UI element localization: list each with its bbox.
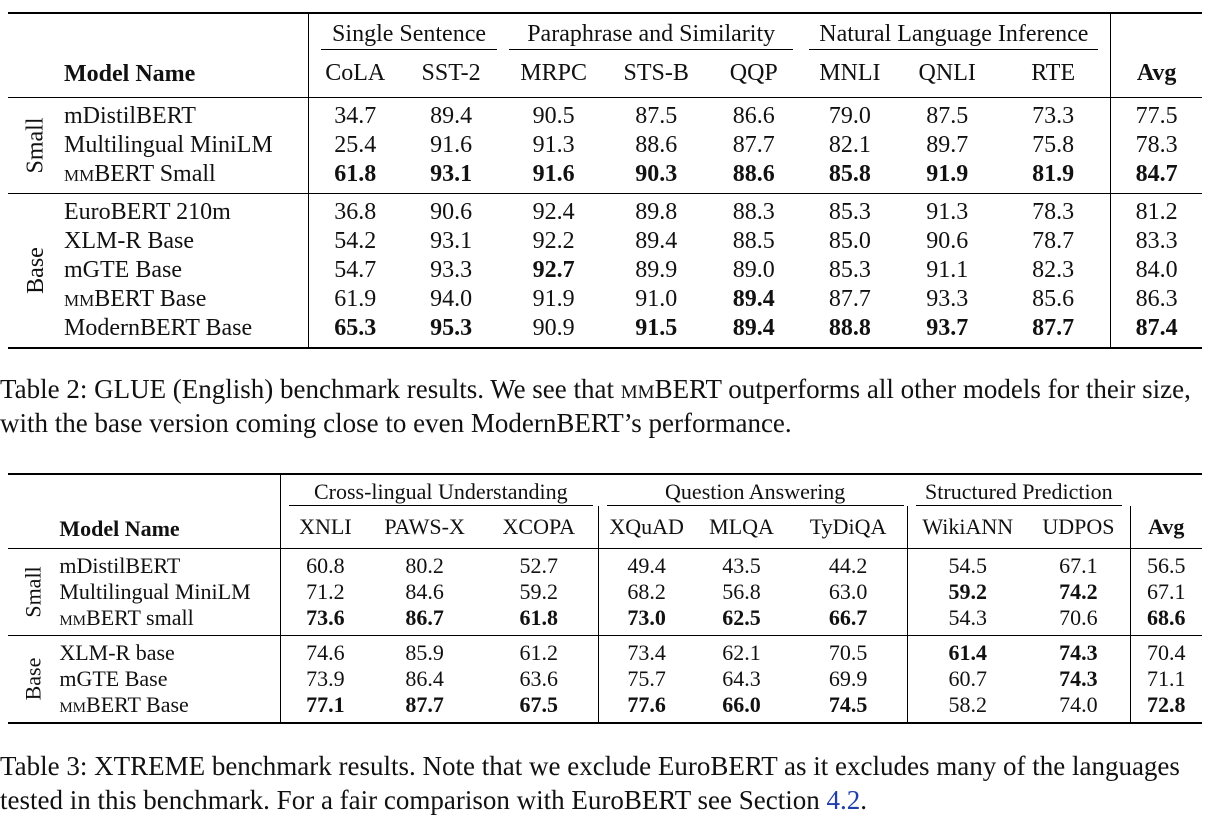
table-cell: 87.7: [732, 132, 775, 158]
model-name: [59, 692, 280, 723]
table3-caption: [0, 749, 1214, 817]
table-row: [8, 227, 1202, 256]
table-cell: 61.4: [908, 636, 1028, 667]
table-row: [8, 160, 1202, 194]
table-cell: 84.6: [405, 579, 444, 604]
table-cell: 65.3: [309, 314, 402, 348]
table-cell: 93.3: [430, 257, 473, 283]
table-cell: 74.5: [828, 692, 868, 717]
group-header: Question Answering: [607, 479, 904, 506]
table-row: [8, 285, 1202, 314]
table-cell: 91.6: [532, 161, 575, 187]
table-cell: 62.5: [722, 605, 761, 630]
section-label: Small: [22, 117, 49, 174]
caption-text: Table 2: GLUE (English) benchmark results. We see that: [0, 374, 621, 404]
column-header: WikiANN: [908, 506, 1028, 549]
model-name: EuroBERT 210m: [64, 199, 231, 225]
table-cell: 73.6: [280, 605, 369, 636]
group-header: Structured Prediction: [916, 479, 1122, 506]
table-cell: 70.5: [828, 640, 868, 665]
table2-caption: [0, 372, 1214, 440]
table-cell: 87.7: [828, 286, 871, 312]
table-cell: 77.5: [1111, 98, 1202, 132]
table-cell: 91.5: [635, 315, 678, 341]
model-name: mDistilBERT: [59, 553, 181, 578]
column-header: SST-2: [421, 60, 481, 86]
model-name-rest: BERT Base: [86, 692, 189, 717]
column-header: UDPOS: [1042, 514, 1115, 539]
table-cell: 89.0: [732, 257, 775, 283]
table-row: [8, 256, 1202, 285]
table-cell: 61.8: [519, 605, 559, 630]
table-cell: 91.1: [926, 257, 969, 283]
column-header: STS-B: [623, 60, 689, 86]
section-label: Base: [20, 657, 46, 701]
model-name-rest: BERT Small: [94, 161, 216, 187]
table-cell: 56.8: [722, 579, 761, 604]
table-cell: 56.5: [1130, 549, 1202, 580]
table-row: [8, 549, 1202, 580]
table-cell: 87.7: [1032, 315, 1075, 341]
caption-text: BERT outperforms all other models for their size, with the base version coming close to even ModernBERT’s performance.: [0, 374, 1191, 438]
table-cell: 85.3: [828, 199, 871, 225]
table-row: [8, 131, 1202, 160]
table-cell: 87.7: [405, 692, 444, 717]
column-header: XQuAD: [599, 506, 694, 549]
glue-results-table: [8, 12, 1202, 349]
table-cell: 88.6: [732, 161, 775, 187]
table-cell: 36.8: [309, 194, 402, 228]
model-name-smallcaps: mm: [64, 286, 95, 312]
table-cell: 74.2: [1059, 579, 1098, 604]
table-cell: 90.3: [635, 161, 678, 187]
table-cell: 89.4: [732, 315, 775, 341]
table-cell: 66.0: [722, 692, 761, 717]
table-cell: 92.7: [532, 257, 575, 283]
table-cell: 90.9: [532, 315, 575, 341]
table-row: [8, 314, 1202, 348]
table-cell: 63.6: [519, 666, 559, 691]
table-cell: 87.4: [1111, 314, 1202, 348]
table-cell: 85.9: [405, 640, 444, 665]
column-header: QQP: [729, 60, 778, 86]
table-cell: 60.8: [280, 549, 369, 580]
table-cell: 91.3: [532, 132, 575, 158]
table-row: [8, 605, 1202, 636]
table-cell: 49.4: [599, 549, 694, 580]
table-cell: 85.3: [828, 257, 871, 283]
table-cell: 67.5: [519, 692, 559, 717]
table-cell: 77.1: [280, 692, 369, 723]
table-cell: 66.7: [828, 605, 868, 630]
table-cell: 72.8: [1130, 692, 1202, 723]
table-cell: 74.6: [280, 636, 369, 667]
table-row: [8, 692, 1202, 723]
table-cell: 89.9: [635, 257, 678, 283]
table-cell: 62.1: [722, 640, 761, 665]
table-cell: 82.1: [828, 132, 871, 158]
table-cell: 54.7: [309, 256, 402, 285]
table-cell: 68.6: [1130, 605, 1202, 636]
table-cell: 60.7: [908, 666, 1028, 692]
table-cell: 88.5: [732, 228, 775, 254]
table-cell: 89.4: [430, 103, 473, 129]
table-row: [8, 579, 1202, 605]
model-name: [64, 160, 309, 194]
table-cell: 86.7: [405, 605, 444, 630]
model-name: mGTE Base: [59, 666, 168, 691]
column-header-row: [8, 50, 1202, 98]
table-row: [8, 666, 1202, 692]
table-cell: 89.8: [635, 199, 678, 225]
table-cell: 44.2: [828, 553, 868, 578]
model-name-header: Model Name: [64, 61, 196, 87]
table-cell: 69.9: [828, 666, 868, 691]
table-cell: 92.2: [532, 228, 575, 254]
model-name: Multilingual MiniLM: [64, 132, 273, 158]
table-cell: 61.2: [519, 640, 559, 665]
table-cell: 86.6: [732, 103, 775, 129]
table-cell: 59.2: [908, 579, 1028, 605]
table-cell: 75.8: [1032, 132, 1075, 158]
section-link[interactable]: 4.2: [826, 785, 861, 815]
table-cell: 82.3: [1032, 257, 1075, 283]
caption-text: .: [860, 785, 867, 815]
group-header: Paraphrase and Similarity: [509, 20, 794, 50]
table-cell: 73.9: [280, 666, 369, 692]
table-row: [8, 98, 1202, 132]
table-cell: 93.1: [430, 228, 473, 254]
model-name: mGTE Base: [64, 257, 182, 283]
column-header: TyDiQA: [809, 514, 887, 539]
table-cell: 52.7: [519, 553, 559, 578]
table-cell: 74.0: [1059, 692, 1098, 717]
table-cell: 85.8: [828, 161, 871, 187]
model-name: XLM-R Base: [64, 228, 194, 254]
table-cell: 25.4: [309, 131, 402, 160]
table-row: [8, 194, 1202, 228]
table-cell: 91.6: [430, 132, 473, 158]
table-cell: 75.7: [599, 666, 694, 692]
column-header: CoLA: [309, 50, 402, 98]
table-cell: 86.3: [1111, 285, 1202, 314]
column-header: MNLI: [819, 60, 881, 86]
table-cell: 70.4: [1130, 636, 1202, 667]
table-cell: 93.1: [430, 161, 473, 187]
table-cell: 91.0: [635, 286, 678, 312]
table-cell: 85.6: [1032, 286, 1075, 312]
model-name: Multilingual MiniLM: [59, 579, 251, 604]
table-cell: 61.9: [309, 285, 402, 314]
xtreme-results-table: [8, 473, 1202, 724]
column-header: XNLI: [280, 506, 369, 549]
group-header: Cross-lingual Understanding: [289, 479, 593, 506]
table-cell: 88.3: [732, 199, 775, 225]
model-name-smallcaps: mm: [64, 161, 95, 187]
table-cell: 87.5: [926, 103, 969, 129]
table-cell: 63.0: [828, 579, 868, 604]
table-cell: 77.6: [599, 692, 694, 723]
table-cell: 80.2: [405, 553, 444, 578]
model-name: XLM-R base: [59, 640, 175, 665]
table-cell: 78.7: [1032, 228, 1075, 254]
table-cell: 78.3: [1032, 199, 1075, 225]
column-header: MLQA: [709, 514, 774, 539]
table-cell: 90.5: [532, 103, 575, 129]
column-header: PAWS-X: [384, 514, 465, 539]
table-cell: 54.3: [908, 605, 1028, 636]
table-cell: 59.2: [519, 579, 559, 604]
table-cell: 79.0: [828, 103, 871, 129]
column-header-avg: Avg: [1130, 506, 1202, 549]
table-cell: 91.3: [926, 199, 969, 225]
table-cell: 71.1: [1130, 666, 1202, 692]
caption-text: Table 3: XTREME benchmark results. Note that we exclude EuroBERT as it excludes many of the languages tested in this benchmark. For a fair comparison with EuroBERT see Section: [0, 751, 1180, 815]
table-cell: 81.9: [1032, 161, 1075, 187]
column-header-row: [8, 506, 1202, 549]
table-cell: 91.9: [532, 286, 575, 312]
model-name-rest: BERT small: [86, 605, 194, 630]
table-cell: 89.7: [926, 132, 969, 158]
model-name: [59, 605, 280, 636]
table-cell: 67.1: [1130, 579, 1202, 605]
table-cell: 88.8: [828, 315, 871, 341]
table-cell: 88.6: [635, 132, 678, 158]
table-cell: 95.3: [430, 315, 473, 341]
group-header-row: [8, 13, 1202, 50]
column-header: XCOPA: [502, 514, 576, 539]
table-cell: 84.7: [1111, 160, 1202, 194]
column-header-avg: Avg: [1111, 50, 1202, 98]
model-name-smallcaps: mm: [59, 605, 87, 630]
column-header: MRPC: [520, 60, 587, 86]
table-cell: 84.0: [1111, 256, 1202, 285]
model-name: mDistilBERT: [64, 103, 196, 129]
table-cell: 67.1: [1059, 553, 1098, 578]
table-cell: 89.4: [635, 228, 678, 254]
table-cell: 85.0: [828, 228, 871, 254]
section-label: Base: [22, 247, 49, 294]
table-cell: 89.4: [732, 286, 775, 312]
group-header-row: [8, 474, 1202, 506]
table-cell: 73.0: [599, 605, 694, 636]
table-cell: 93.3: [926, 286, 969, 312]
table-cell: 94.0: [430, 286, 473, 312]
table-cell: 64.3: [722, 666, 761, 691]
column-header: QNLI: [918, 60, 976, 86]
section-label: Small: [20, 566, 46, 618]
table-cell: 90.6: [926, 228, 969, 254]
table-cell: 61.8: [309, 160, 402, 194]
table-cell: 70.6: [1059, 605, 1098, 630]
table-cell: 91.9: [926, 161, 969, 187]
model-name-rest: BERT Base: [94, 286, 207, 312]
caption-smallcaps: mm: [620, 374, 655, 404]
table-cell: 58.2: [908, 692, 1028, 723]
model-name-header: Model Name: [59, 516, 180, 541]
table-cell: 74.3: [1059, 640, 1098, 665]
group-header: Natural Language Inference: [809, 20, 1098, 50]
column-header: RTE: [1031, 60, 1076, 86]
table-cell: 73.4: [599, 636, 694, 667]
table-cell: 83.3: [1111, 227, 1202, 256]
table-cell: 73.3: [1032, 103, 1075, 129]
table-cell: 93.7: [926, 315, 969, 341]
table-cell: 90.6: [430, 199, 473, 225]
table-cell: 86.4: [405, 666, 444, 691]
table-cell: 87.5: [635, 103, 678, 129]
group-header: Single Sentence: [321, 20, 497, 50]
table-cell: 54.5: [908, 549, 1028, 580]
table-cell: 71.2: [280, 579, 369, 605]
model-name: [64, 285, 309, 314]
table-cell: 34.7: [309, 98, 402, 132]
table-cell: 81.2: [1111, 194, 1202, 228]
table-row: [8, 636, 1202, 667]
table-cell: 43.5: [722, 553, 761, 578]
table-cell: 68.2: [599, 579, 694, 605]
table-cell: 74.3: [1059, 666, 1098, 691]
table-cell: 78.3: [1111, 131, 1202, 160]
table-cell: 54.2: [309, 227, 402, 256]
table-cell: 92.4: [532, 199, 575, 225]
model-name-smallcaps: mm: [59, 692, 87, 717]
model-name: ModernBERT Base: [64, 315, 253, 341]
